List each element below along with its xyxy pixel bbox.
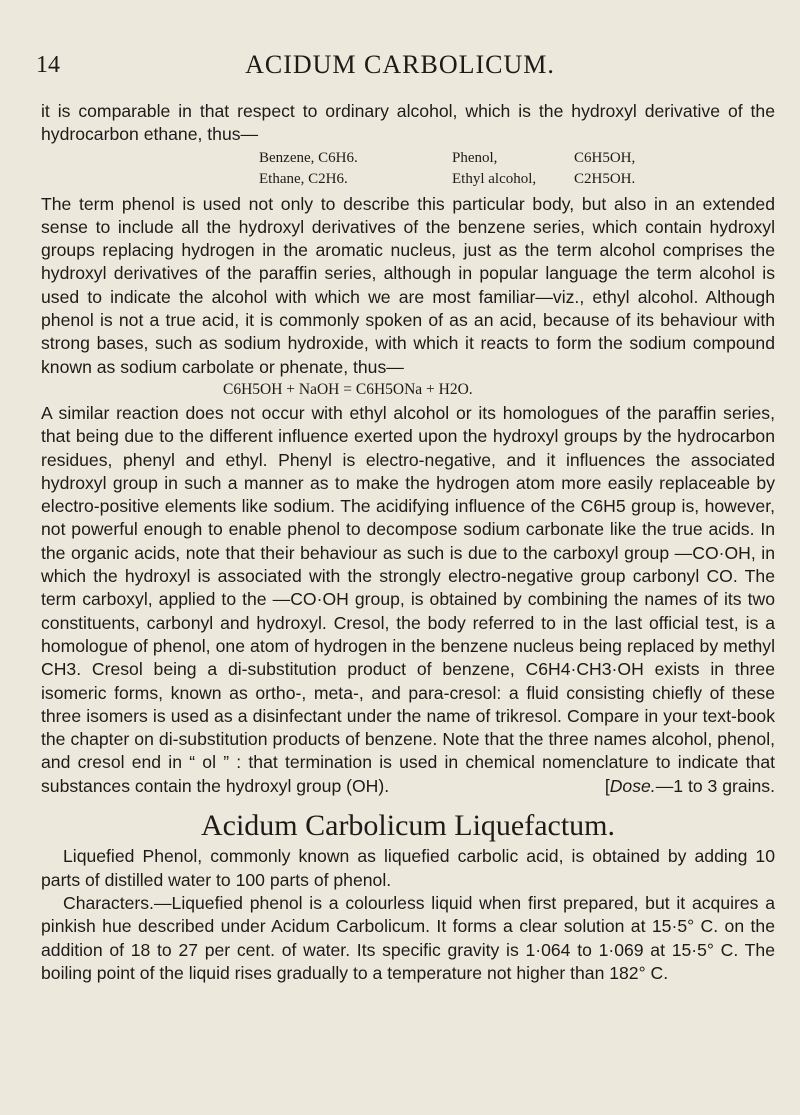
formula-row-ethane: [41, 169, 775, 190]
page-number: 14: [36, 52, 60, 78]
lead-characters: Characters.: [63, 892, 154, 913]
formula-ethyl-alcohol: C2H5OH.: [574, 170, 636, 187]
dose-note: [Dose.—1 to 3 grains.: [604, 775, 775, 796]
paragraph-phenol-term: The term phenol is used not only to describe this particular body, but also in an extended sense to include all the hydroxyl derivatives of the benzene series, which contain hydroxyl groups replacing hydrogen in the aromatic nucleus, just as the term alcohol comprises the hydroxyl derivatives of the paraffin series, although in popular language the term alcohol is used to indicate the alcohol with which we are most familiar—viz., ethyl alcohol. Although phenol is not a true acid, it is commonly spoken of as an acid, because of its behaviour with strong bases, such as sodium hydroxide, with which it reacts to form the sodium compound known as sodium carbolate or phenate, thus—: [41, 193, 775, 377]
paragraph-reaction: [41, 402, 775, 798]
formula-benzene: Benzene, C6H6.: [259, 149, 358, 166]
formula-phenol: C6H5OH,: [574, 149, 636, 166]
formula-table: [41, 148, 775, 190]
lead-liquefied-phenol: Liquefied Phenol,: [63, 846, 203, 867]
formula-row-benzene: [41, 148, 775, 169]
body-text: [41, 100, 775, 985]
paragraph-liquefied-phenol: [41, 845, 775, 892]
liquefied-phenol-text: commonly known as liquefied carbolic acid, is obtained by adding 10 parts of distilled water to 100 parts of phenol.: [41, 846, 775, 890]
section-title: Acidum Carbolicum Liquefactum.: [200, 809, 616, 843]
paragraph-intro: it is comparable in that respect to ordinary alcohol, which is the hydroxyl derivative of the hydrocarbon ethane, thus—: [41, 101, 775, 145]
page-header: [0, 46, 800, 86]
paragraph-characters: [41, 892, 775, 985]
formula-phenol-label: Phenol,: [452, 149, 498, 166]
dose-value: —1 to 3 grains.: [655, 775, 775, 796]
characters-text: —Liquefied phenol is a colourless liquid when first prepared, but it acquires a pinkish hue described under Acidum Carbolicum. It forms a clear solution at 15·5° C. on the addition of 18 to 27 per cent. of water. Its specific gravity is 1·064 to 1·069 at 15·5° C. The boiling point of the liquid rises gradually to a temperature not higher than 182° C.: [41, 892, 775, 983]
reaction-equation: C6H5OH + NaOH = C6H5ONa + H2O.: [223, 380, 473, 398]
formula-ethane: Ethane, C2H6.: [259, 170, 348, 187]
formula-ethyl-alcohol-label: Ethyl alcohol,: [452, 170, 537, 187]
paragraph-reaction-text: A similar reaction does not occur with ethyl alcohol or its homologues of the paraffin series, that being due to the different influence exerted upon the hydroxyl groups by the hydrocarbon residues, phenyl and ethyl. Phenyl is electro-negative, and it influences the associated hydroxyl group in such a manner as to make the hydrogen atom more easily replaceable by electro-positive elements like sodium. The acidifying influence of the C6H5 group is, however, not powerful enough to enable phenol to decompose sodium carbonate like the true acids. In the organic acids, note that their behaviour as such is due to the carboxyl group —CO·OH, in which the hydroxyl is associated with the strongly electro-negative group carbonyl CO. The term carboxyl, applied to the —CO·OH group, is obtained by combining the names of its two constituents, carbonyl and hydroxyl. Cresol, the body referred to in the last official test, is a homologue of phenol, one atom of hydrogen in the benzene nucleus being replaced by methyl CH3. Cresol being a di-substitution product of benzene, C6H4·CH3·OH exists in three isomeric forms, known as ortho-, meta-, and para-cresol: a fluid consisting chiefly of these three isomers is used as a disinfectant under the name of trikresol. Compare in your text-book the chapter on di-substitution products of benzene. Note that the three names alcohol, phenol, and cresol end in “ ol ” : that termination is used in chemical nomenclature to indicate that substances contain the hydroxyl group (OH).: [41, 402, 775, 796]
running-title: ACIDUM CARBOLICUM.: [245, 50, 555, 79]
dose-label: Dose.: [609, 775, 656, 796]
